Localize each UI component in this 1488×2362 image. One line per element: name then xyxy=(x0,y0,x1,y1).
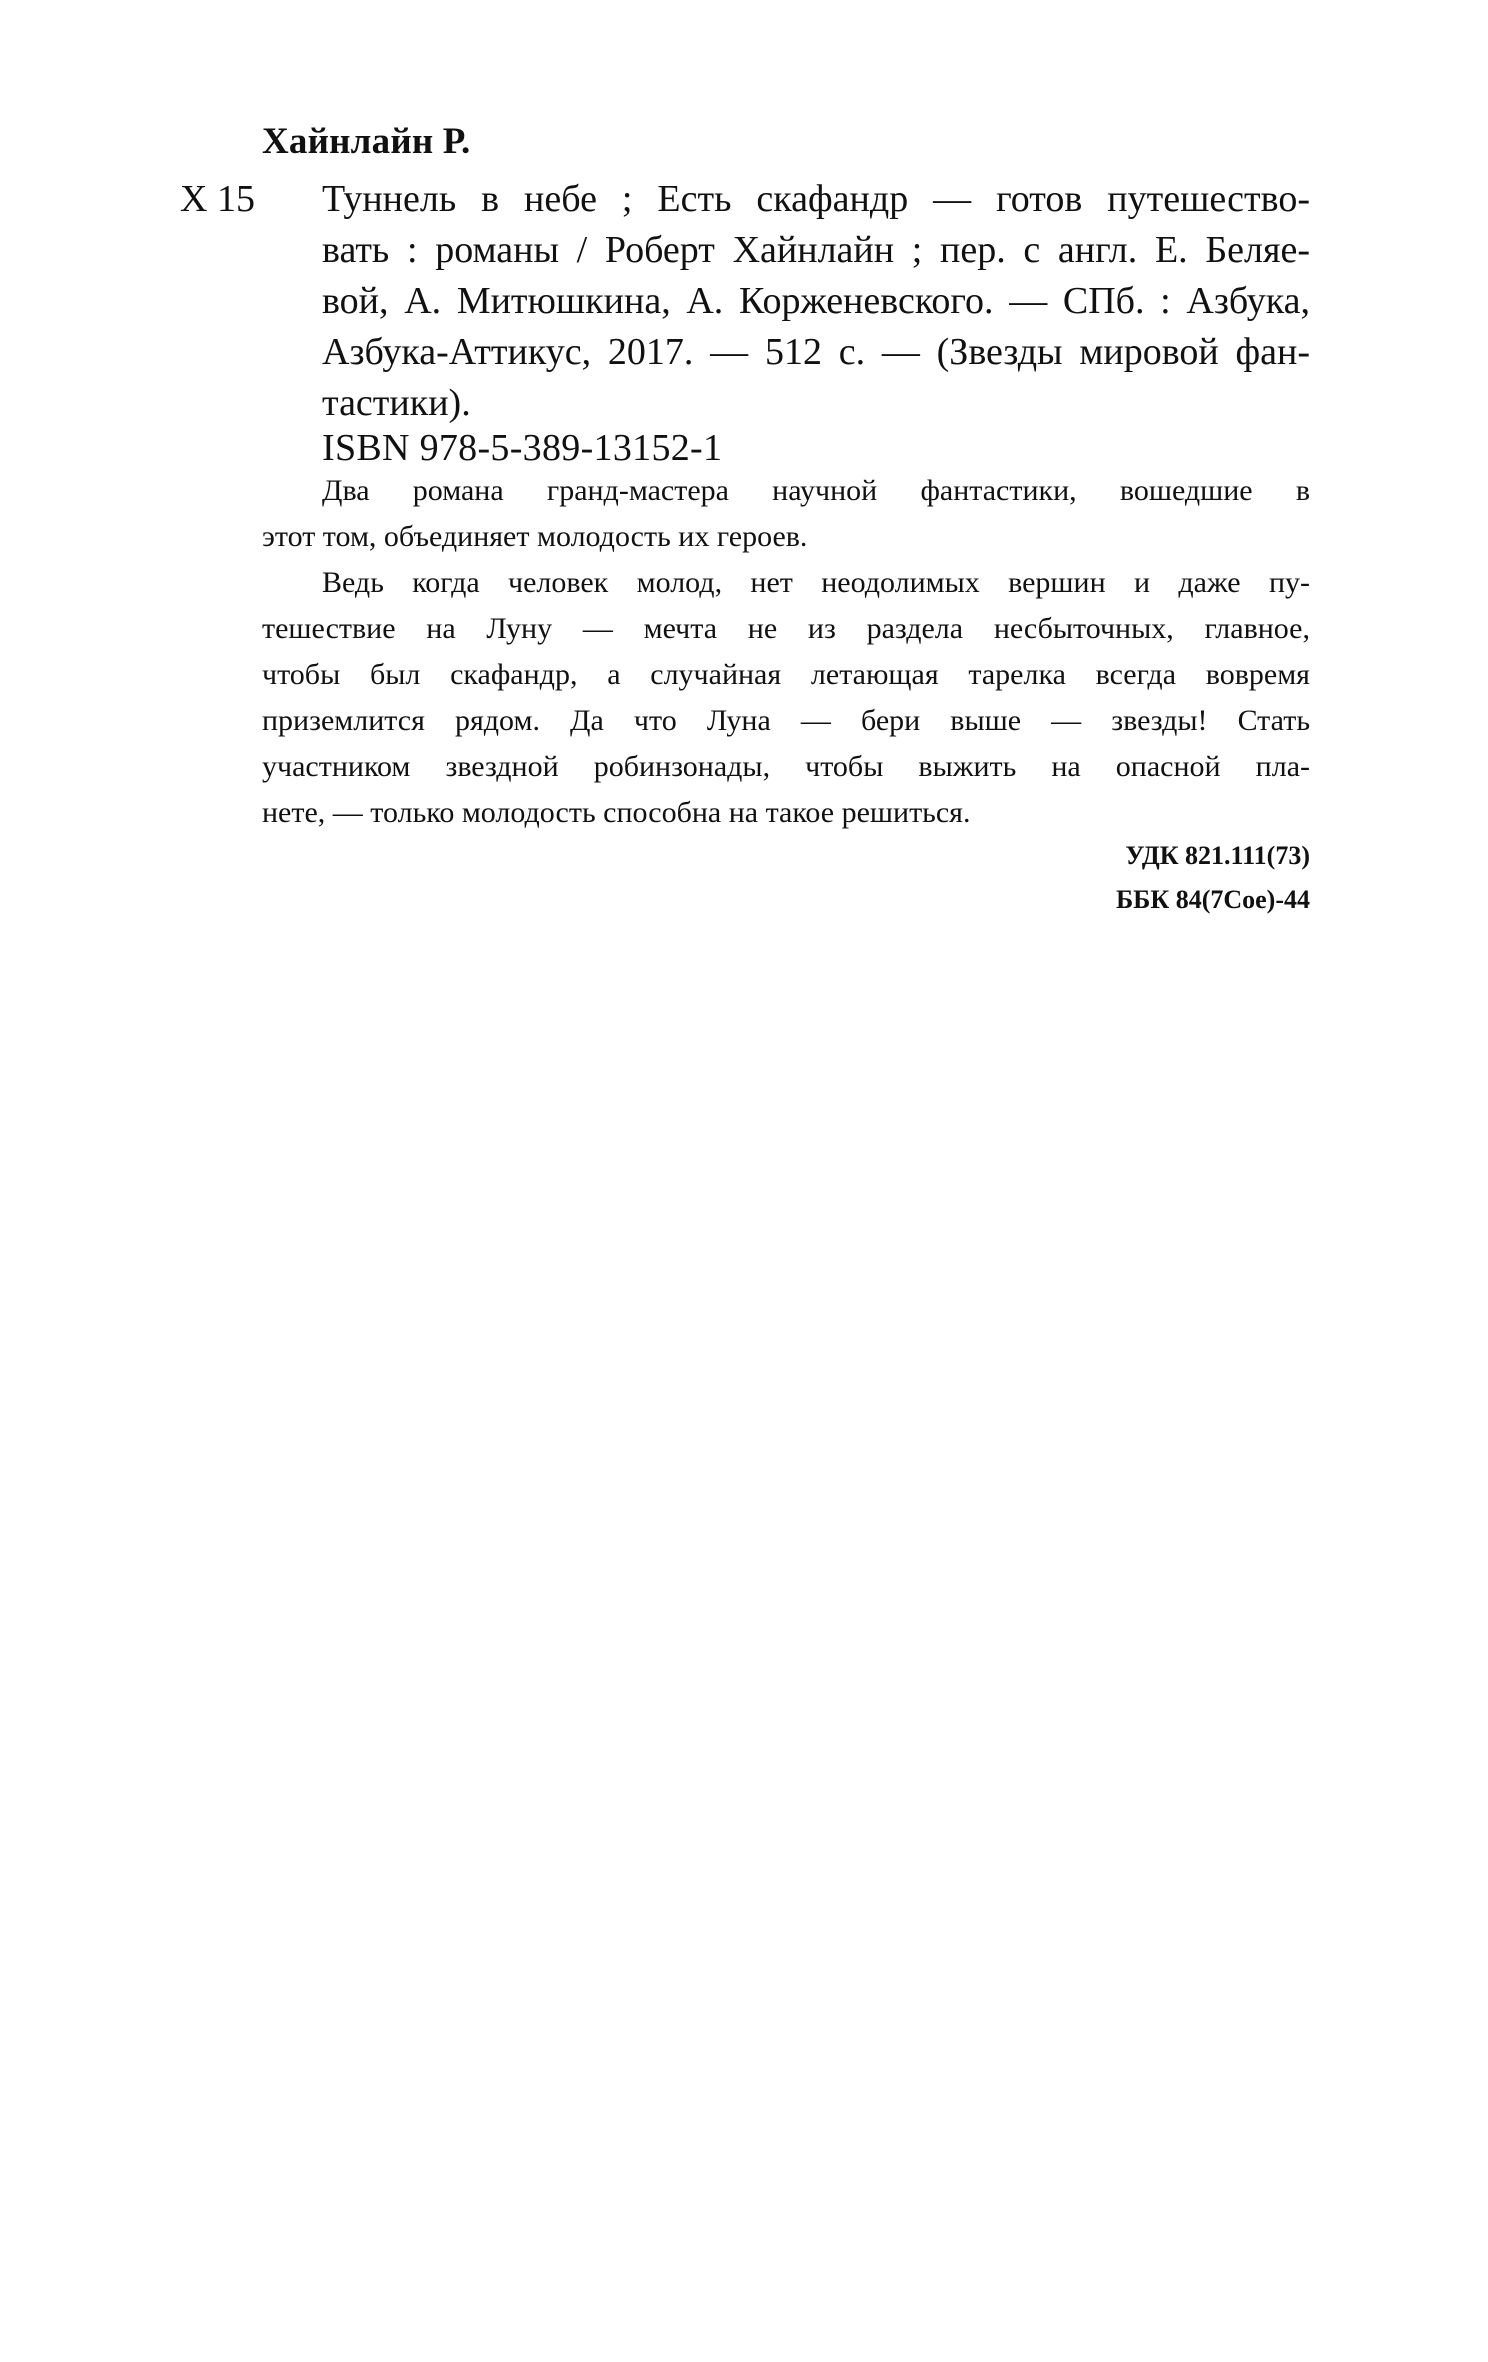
annotation-line: приземлится рядом. Да что Луна — бери выше — звезды! Стать xyxy=(262,704,1310,737)
annotation-paragraph-1 xyxy=(262,468,1310,560)
annotation-line: нете, — только молодость способна на такое решиться. xyxy=(262,796,971,829)
annotation-line: Два романа гранд-мастера научной фантастики, вошедшие в xyxy=(322,474,1310,507)
entry-line: Азбука-Аттикус, 2017. — 512 с. — (Звезды мировой фан- xyxy=(322,331,1310,373)
annotation-line: чтобы был скафандр, а случайная летающая тарелка всегда вовремя xyxy=(262,658,1310,691)
isbn: ISBN 978-5-389-13152-1 xyxy=(322,427,723,469)
entry-line: вать : романы / Роберт Хайнлайн ; пер. с англ. Е. Беляе- xyxy=(322,229,1310,271)
entry-line: вой, А. Митюшкина, А. Корженевского. — СПб. : Азбука, xyxy=(322,280,1310,322)
annotation-line: Ведь когда человек молод, нет неодолимых вершин и даже пу- xyxy=(322,566,1310,599)
entry-line: тастики). xyxy=(322,382,471,424)
annotation-line: участником звездной робинзонады, чтобы выжить на опасной пла- xyxy=(262,750,1310,783)
shelf-code: Х 15 xyxy=(180,178,255,220)
classification-codes xyxy=(1116,834,1310,922)
annotation-line: этот том, объединяет молодость их героев. xyxy=(262,520,808,553)
bbk-code: ББК 84(7Сое)-44 xyxy=(1115,885,1310,914)
annotation-line: тешествие на Луну — мечта не из раздела несбыточных, главное, xyxy=(262,612,1310,645)
udk-code: УДК 821.111(73) xyxy=(1125,841,1310,870)
bibliographic-entry xyxy=(322,174,1310,429)
author-heading: Хайнлайн Р. xyxy=(262,121,471,162)
annotation-paragraph-2 xyxy=(262,560,1310,836)
entry-line: Туннель в небе ; Есть скафандр — готов путешество- xyxy=(322,178,1310,220)
